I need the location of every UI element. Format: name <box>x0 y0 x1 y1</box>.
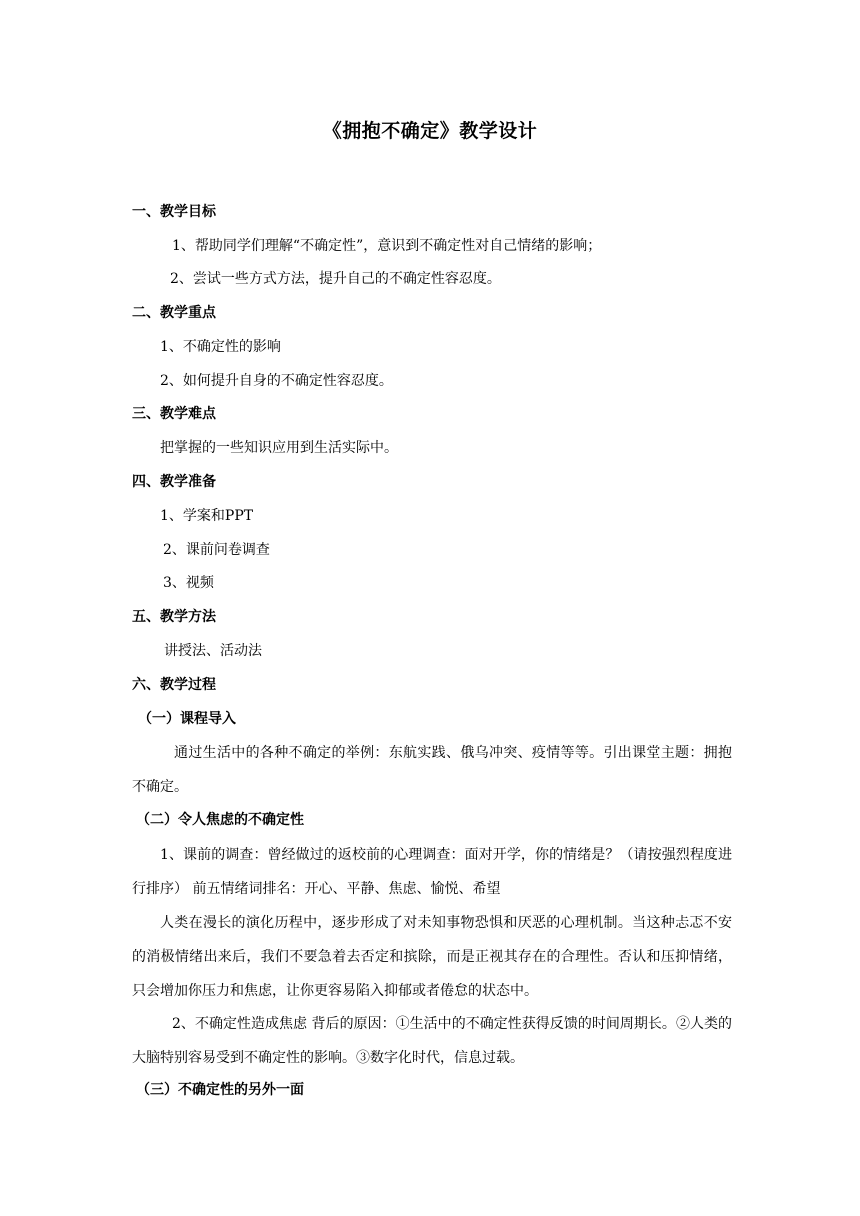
section-heading-preparation: 四、教学准备 <box>132 474 216 490</box>
key-point-item-1: 1、不确定性的影响 <box>160 339 281 355</box>
subsection-heading-intro: （一）课程导入 <box>138 711 236 727</box>
anxiety-causes-paragraph: 2、不确定性造成焦虑 背后的原因：①生活中的不确定性获得反馈的时间周期长。②人类的大脑特别容易受到不确定性的影响。③数字化时代，信息过载。 <box>132 1016 732 1066</box>
intro-paragraph: 通过生活中的各种不确定的举例：东航实践、俄乌冲突、疫情等等。引出课堂主题：拥抱不确定。 <box>132 745 732 795</box>
method-item-1: 讲授法、活动法 <box>164 643 262 659</box>
preparation-item-2: 2、课前问卷调查 <box>163 542 270 558</box>
section-heading-difficulties: 三、教学难点 <box>132 406 216 422</box>
preparation-item-1: 1、学案和PPT <box>160 508 254 524</box>
difficulty-item-1: 把掌握的一些知识应用到生活实际中。 <box>160 440 398 456</box>
section-heading-objectives: 一、教学目标 <box>132 204 216 220</box>
section-heading-process: 六、教学过程 <box>132 677 216 693</box>
section-heading-key-points: 二、教学重点 <box>132 305 216 321</box>
evolution-paragraph: 人类在漫长的演化历程中，逐步形成了对未知事物恐惧和厌恶的心理机制。当这种忐忑不安的消极情绪出来后，我们不要急着去否定和摈除，而是正视其存在的合理性。否认和压抑情绪，只会增加你压力和焦虑，让你更容易陷入抑郁或者倦怠的状态中。 <box>132 915 732 999</box>
key-point-item-2: 2、如何提升自身的不确定性容忍度。 <box>160 373 393 389</box>
subsection-heading-anxiety: （二）令人焦虑的不确定性 <box>136 812 304 828</box>
survey-paragraph: 1、课前的调查：曾经做过的返校前的心理调查：面对开学，你的情绪是？（请按强烈程度进行排序） 前五情绪词排名：开心、平静、焦虑、愉悦、希望 <box>132 847 732 897</box>
objective-item-1: 1、帮助同学们理解“不确定性”，意识到不确定性对自己情绪的影响； <box>172 238 602 254</box>
section-heading-methods: 五、教学方法 <box>132 609 216 625</box>
preparation-item-3: 3、视频 <box>163 575 214 591</box>
objective-item-2: 2、尝试一些方式方法，提升自己的不确定性容忍度。 <box>170 271 501 287</box>
document-title: 《拥抱不确定》教学设计 <box>322 120 538 142</box>
subsection-heading-other-side: （三）不确定性的另外一面 <box>136 1082 304 1098</box>
